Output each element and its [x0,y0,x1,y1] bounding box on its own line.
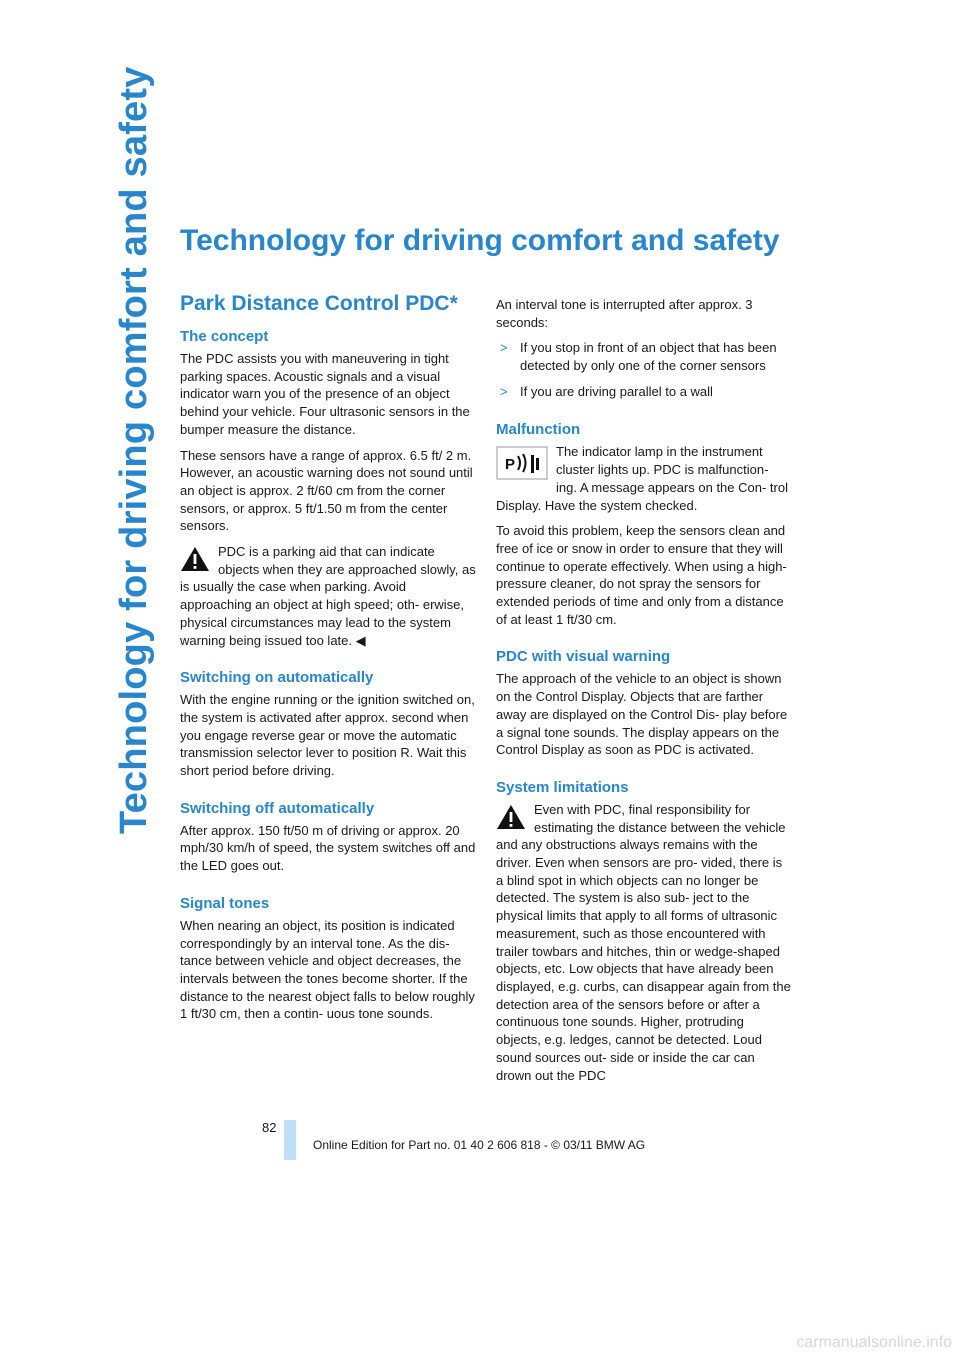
page-number: 82 [262,1120,277,1135]
malfunction-heading: Malfunction [496,421,581,439]
limitations-heading: System limitations [496,778,629,796]
switch-off-heading: Switching off automatically [180,799,375,817]
end-mark: ◀ [355,632,366,648]
pdc-indicator-icon [496,446,554,482]
concept-heading: The concept [180,328,269,345]
side-chapter-title [106,66,162,834]
watermark: carmanualsonline.info [796,1334,952,1351]
concept-paragraph-2: These sensors have a range of approx. 6.5 ft/ 2 m. However, an acoustic warning does not sound until an object is approx. 2 ft/60 cm from the corner sensors, or approx. 5 ft/1.50 m from the center sensors. [180,447,473,534]
bullet-mark: > [500,384,508,400]
list-item-text: If you stop in front of an object that has been detected by only one of the corner sensors [520,340,777,374]
switch-off-paragraph: After approx. 150 ft/50 m of driving or approx. 20 mph/30 km/h of speed, the system switches off and the LED goes out. [180,822,476,874]
side-chapter-title-text: Technology for driving comfort and safety [113,66,155,834]
malfunction-note [496,443,792,514]
interval-paragraph: An interval tone is interrupted after approx. 3 seconds: [496,297,753,330]
malfunction-paragraph-2: To avoid this problem, keep the sensors clean and free of ice or snow in order to ensure that they will continue to operate effectively. When using a high-pressure cleaner, do not spray the sensors for extended periods of time and only from a distance of at least 1 ft/30 cm. [496,523,787,627]
svg-text:P: P [505,456,516,474]
concept-warning-text: PDC is a parking aid that can indicate objects when they are approached slowly, as is usually the case when parking. Avoid approaching an object at high speed; oth- erwise, physical circumstances may lead to the system warning being issued too late. [180,544,476,648]
list-item [496,339,792,375]
limitations-warning-note [496,801,792,1084]
visual-warning-heading: PDC with visual warning [496,648,671,666]
warning-triangle-icon [496,804,532,832]
switch-on-paragraph: With the engine running or the ignition switched on, the system is activated after approx. second when you engage reverse gear or move the automatic transmission selector lever to position R. Wait this short period before driving. [180,692,475,779]
right-column [496,292,792,1092]
visual-warning-paragraph: The approach of the vehicle to an object is shown on the Control Display. Objects that are farther away are displayed on the Control Dis- play before a signal tone sounds. The display appears on the Control Display as soon as PDC is activated. [496,671,788,758]
left-column [180,292,476,1031]
section-title: Park Distance Control PDC* [180,292,458,315]
list-item [496,383,792,401]
footer-accent-bar [284,1120,296,1160]
signal-tones-paragraph: When nearing an object, its position is indicated correspondingly by an interval tone. As the dis- tance between vehicle and object decreases, the intervals between the tones become shorter. If the distance to the nearest object falls to below roughly 1 ft/30 cm, then a contin- uous tone sounds. [180,917,475,1022]
malfunction-text: The indicator lamp in the instrument cluster lights up. PDC is malfunction- ing. A message appears on the Con- trol Display. Have the system checked. [496,444,788,513]
list-item-text: If you are driving parallel to a wall [520,384,713,400]
bullet-mark: > [500,340,508,356]
limitations-warning-text: Even with PDC, final responsibility for estimating the distance between the vehicle and any obstructions always remains with the driver. Even when sensors are pro- vided, there is a blind spot in which objects can no longer be detected. The system is also sub- ject to the physical limits that apply to all forms of ultrasonic measurement, such as those encountered with trailer towbars and hitches, thin or wedge-shaped objects, etc. Low objects that have already been displayed, e.g. curbs, can disappear again from the detection area of the sensors before or after a continuous tone sounds. Higher, protruding objects, e.g. ledges, cannot be detected. Loud sound sources out- side or inside the car can drown out the PDC [496,801,791,1083]
page-title: Technology for driving comfort and safety [180,224,780,257]
switch-on-heading: Switching on automatically [180,669,374,687]
signal-tones-heading: Signal tones [180,894,270,912]
concept-warning-note [180,543,476,649]
warning-triangle-icon [180,546,216,574]
footer-edition-text: Online Edition for Part no. 01 40 2 606 818 - © 03/11 BMW AG [313,1138,646,1152]
concept-paragraph-1: The PDC assists you with maneuvering in tight parking spaces. Acoustic signals and a visual indicator warn you of the presence of an object behind your vehicle. Four ultrasonic sensors in the bumper measure the distance. [180,351,470,437]
